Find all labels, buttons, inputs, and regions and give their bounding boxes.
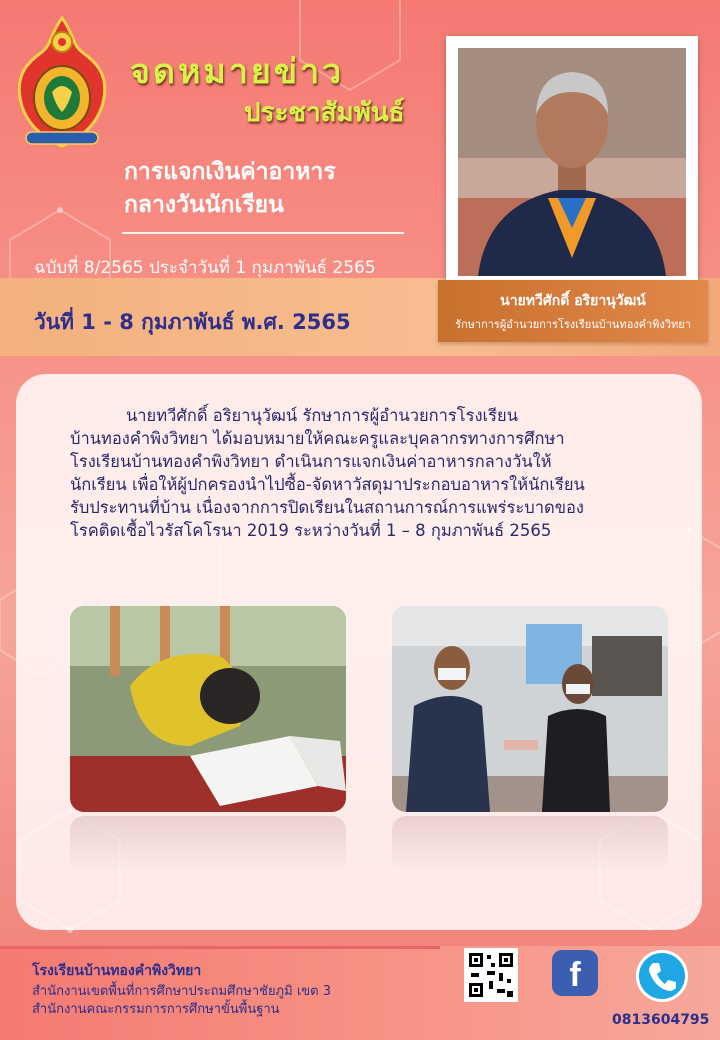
article-line: โรงเรียนบ้านทองคำพิงวิทยา ดำเนินการแจกเงินค่าอาหารกลางวันให้ — [70, 452, 552, 471]
issue-info: ฉบับที่ 8/2565 ประจำวันที่ 1 กุมภาพันธ์ 2565 — [34, 258, 376, 278]
article-line: โรคติดเชื้อไวรัสโคโรนา 2019 ระหว่างวันที่ 1 – 8 กุมภาพันธ์ 2565 — [70, 521, 552, 540]
director-name: นายทวีศักดิ์ อริยานุวัฒน์ — [500, 293, 646, 309]
headline-divider — [122, 232, 404, 234]
director-photo — [458, 48, 686, 276]
director-portrait — [446, 36, 698, 288]
photo-reflection — [392, 816, 668, 872]
obec-emblem-logo — [12, 14, 112, 154]
article-line: นายทวีศักดิ์ อริยานุวัฒน์ รักษาการผู้อำนวยการโรงเรียน — [126, 406, 518, 425]
headline-line-1: การแจกเงินค่าอาหาร — [124, 159, 336, 185]
director-role: รักษาการผู้อำนวยการโรงเรียนบ้านทองคำพิงวิทยา — [455, 318, 691, 331]
qr-code-icon[interactable] — [464, 948, 518, 1002]
phone-icon[interactable] — [636, 950, 688, 1002]
footer-divider — [0, 946, 440, 949]
school-name: โรงเรียนบ้านทองคำพิงวิทยา — [32, 963, 202, 979]
facebook-icon[interactable]: f — [552, 950, 598, 996]
area-office: สำนักงานเขตพื้นที่การศึกษาประถมศึกษาชัยภูมิ เขต 3 — [32, 984, 332, 999]
phone-number: 0813604795 — [612, 1012, 710, 1028]
activity-photo-money-handout — [392, 606, 668, 812]
obec-office: สำนักงานคณะกรรมการการศึกษาขั้นพื้นฐาน — [32, 1002, 280, 1017]
portrait-caption — [438, 280, 708, 342]
article-line: รับประทานที่บ้าน เนื่องจากการปิดเรียนในสถานการณ์การแพร่ระบาดของ — [70, 498, 584, 517]
article-body — [70, 404, 670, 542]
headline-line-2: กลางวันนักเรียน — [124, 192, 284, 218]
activity-photo-student-signing — [70, 606, 346, 812]
article-line: นักเรียน เพื่อให้ผู้ปกครองนำไปซื้อ-จัดหาวัสดุมาประกอบอาหารให้นักเรียน — [70, 475, 585, 494]
headline — [124, 156, 424, 222]
photo-reflection — [70, 816, 346, 872]
date-range: วันที่ 1 - 8 กุมภาพันธ์ พ.ศ. 2565 — [34, 310, 351, 334]
newsletter-title: จดหมายข่าว — [130, 52, 345, 92]
newsletter-subtitle: ประชาสัมพันธ์ — [244, 98, 405, 128]
article-line: บ้านทองคำพิงวิทยา ได้มอบหมายให้คณะครูและบุคลากรทางการศึกษา — [70, 429, 565, 448]
